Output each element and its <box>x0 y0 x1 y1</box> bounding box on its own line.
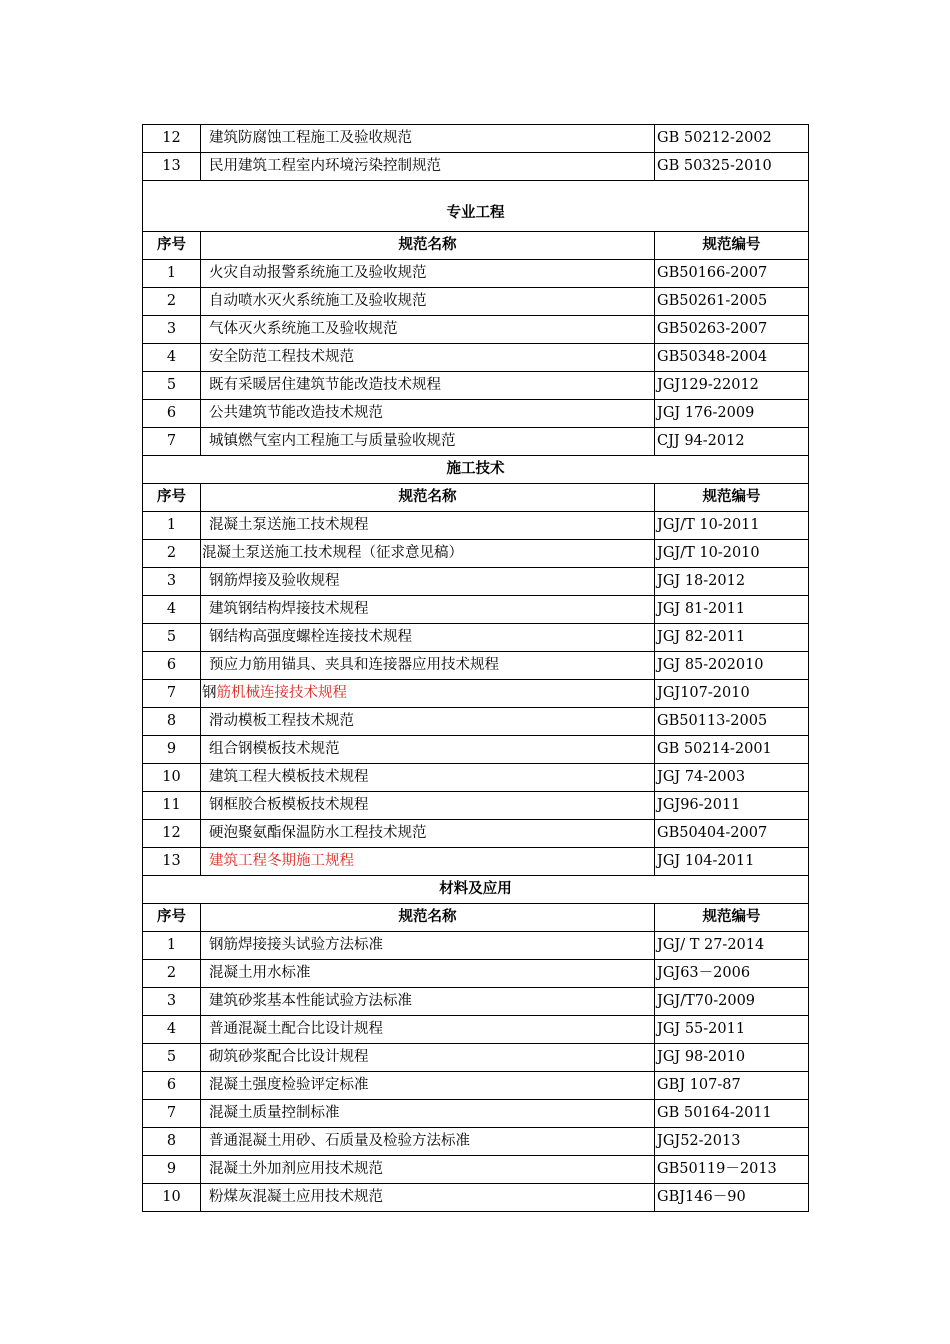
standard-name: 混凝土泵送施工技术规程 <box>201 512 655 540</box>
table-row <box>143 344 809 372</box>
table-row <box>143 764 809 792</box>
table-row <box>143 988 809 1016</box>
standard-name <box>201 680 655 708</box>
standard-name: 预应力筋用锚具、夹具和连接器应用技术规程 <box>201 652 655 680</box>
standards-document <box>142 124 808 1212</box>
table-row <box>143 1016 809 1044</box>
table-row <box>143 260 809 288</box>
standard-name: 混凝土泵送施工技术规程（征求意见稿） <box>201 540 655 568</box>
column-header-name: 规范名称 <box>201 484 655 512</box>
column-header-code: 规范编号 <box>655 232 809 260</box>
standard-name-highlight: 建筑工程冬期施工规程 <box>209 853 354 869</box>
row-number: 4 <box>143 1016 201 1044</box>
standard-name: 混凝土外加剂应用技术规范 <box>201 1156 655 1184</box>
standard-code: GB 50325-2010 <box>655 153 809 181</box>
table-row <box>143 960 809 988</box>
standard-name: 滑动模板工程技术规范 <box>201 708 655 736</box>
table-row <box>143 316 809 344</box>
table-row <box>143 288 809 316</box>
section-title: 材料及应用 <box>143 876 809 904</box>
table-row <box>143 540 809 568</box>
row-number: 8 <box>143 708 201 736</box>
standard-code: JGJ 85-202010 <box>655 652 809 680</box>
standard-name: 普通混凝土用砂、石质量及检验方法标准 <box>201 1128 655 1156</box>
row-number: 3 <box>143 316 201 344</box>
standard-name: 硬泡聚氨酯保温防水工程技术规范 <box>201 820 655 848</box>
table-row <box>143 708 809 736</box>
row-number: 2 <box>143 288 201 316</box>
row-number: 1 <box>143 932 201 960</box>
standard-code: JGJ 98-2010 <box>655 1044 809 1072</box>
standard-name: 混凝土强度检验评定标准 <box>201 1072 655 1100</box>
table-row <box>143 932 809 960</box>
standard-code: JGJ/T 10-2011 <box>655 512 809 540</box>
row-number: 9 <box>143 736 201 764</box>
table-row <box>143 568 809 596</box>
standard-code: GBJ 107-87 <box>655 1072 809 1100</box>
standard-name: 混凝土质量控制标准 <box>201 1100 655 1128</box>
column-header-code: 规范编号 <box>655 484 809 512</box>
row-number: 7 <box>143 1100 201 1128</box>
row-number: 2 <box>143 960 201 988</box>
row-number: 7 <box>143 428 201 456</box>
standard-code: GB50348-2004 <box>655 344 809 372</box>
table-row <box>143 1156 809 1184</box>
standard-code: JGJ107-2010 <box>655 680 809 708</box>
standard-name: 钢筋焊接接头试验方法标准 <box>201 932 655 960</box>
table-row <box>143 125 809 153</box>
standard-name-highlight: 筋机械连接技术规程 <box>216 685 347 701</box>
column-header-number: 序号 <box>143 232 201 260</box>
row-number: 12 <box>143 820 201 848</box>
standard-code: GB50113-2005 <box>655 708 809 736</box>
standard-name-prefix: 钢 <box>202 685 217 701</box>
standard-name: 钢筋焊接及验收规程 <box>201 568 655 596</box>
row-number: 6 <box>143 652 201 680</box>
row-number: 2 <box>143 540 201 568</box>
table-row <box>143 820 809 848</box>
standard-code: JGJ 82-2011 <box>655 624 809 652</box>
row-number: 4 <box>143 344 201 372</box>
table-row <box>143 153 809 181</box>
standards-table <box>142 124 809 1212</box>
section-title: 施工技术 <box>143 456 809 484</box>
standard-code: GB50404-2007 <box>655 820 809 848</box>
row-number: 1 <box>143 260 201 288</box>
standard-name: 城镇燃气室内工程施工与质量验收规范 <box>201 428 655 456</box>
standard-code: CJJ 94-2012 <box>655 428 809 456</box>
table-row <box>143 596 809 624</box>
column-header-name: 规范名称 <box>201 232 655 260</box>
standard-code: JGJ129-22012 <box>655 372 809 400</box>
row-number: 5 <box>143 1044 201 1072</box>
standard-code: GB50119－2013 <box>655 1156 809 1184</box>
row-number: 6 <box>143 1072 201 1100</box>
standard-code: GB 50214-2001 <box>655 736 809 764</box>
row-number: 10 <box>143 764 201 792</box>
standard-name: 混凝土用水标准 <box>201 960 655 988</box>
standard-name: 钢框胶合板模板技术规程 <box>201 792 655 820</box>
section-title-row <box>143 456 809 484</box>
row-number: 11 <box>143 792 201 820</box>
row-number: 4 <box>143 596 201 624</box>
table-row <box>143 848 809 876</box>
standards-table-body <box>143 125 809 1212</box>
row-number: 13 <box>143 848 201 876</box>
table-row <box>143 1072 809 1100</box>
table-row <box>143 792 809 820</box>
standard-code: JGJ/T70-2009 <box>655 988 809 1016</box>
column-header-number: 序号 <box>143 484 201 512</box>
standard-code: JGJ52-2013 <box>655 1128 809 1156</box>
standard-name: 既有采暖居住建筑节能改造技术规程 <box>201 372 655 400</box>
standard-code: JGJ63－2006 <box>655 960 809 988</box>
standard-code: GBJ146－90 <box>655 1184 809 1212</box>
table-row <box>143 624 809 652</box>
row-number: 12 <box>143 125 201 153</box>
row-number: 9 <box>143 1156 201 1184</box>
table-row <box>143 652 809 680</box>
standard-code: JGJ/T 10-2010 <box>655 540 809 568</box>
standard-name: 粉煤灰混凝土应用技术规范 <box>201 1184 655 1212</box>
column-header-code: 规范编号 <box>655 904 809 932</box>
header-row <box>143 232 809 260</box>
standard-name: 砌筑砂浆配合比设计规程 <box>201 1044 655 1072</box>
table-row <box>143 400 809 428</box>
section-title-row <box>143 181 809 232</box>
row-number: 10 <box>143 1184 201 1212</box>
row-number: 3 <box>143 988 201 1016</box>
row-number: 6 <box>143 400 201 428</box>
header-row <box>143 904 809 932</box>
standard-name: 建筑钢结构焊接技术规程 <box>201 596 655 624</box>
standard-name: 公共建筑节能改造技术规范 <box>201 400 655 428</box>
standard-code: GB50263-2007 <box>655 316 809 344</box>
standard-code: GB 50164-2011 <box>655 1100 809 1128</box>
table-row <box>143 428 809 456</box>
standard-name: 安全防范工程技术规范 <box>201 344 655 372</box>
section-title-row <box>143 876 809 904</box>
row-number: 5 <box>143 372 201 400</box>
table-row <box>143 680 809 708</box>
column-header-name: 规范名称 <box>201 904 655 932</box>
standard-code: JGJ 176-2009 <box>655 400 809 428</box>
table-row <box>143 1044 809 1072</box>
column-header-number: 序号 <box>143 904 201 932</box>
standard-name: 气体灭火系统施工及验收规范 <box>201 316 655 344</box>
standard-name: 钢结构高强度螺栓连接技术规程 <box>201 624 655 652</box>
table-row <box>143 512 809 540</box>
standard-name: 自动喷水灭火系统施工及验收规范 <box>201 288 655 316</box>
row-number: 8 <box>143 1128 201 1156</box>
row-number: 1 <box>143 512 201 540</box>
standard-name: 建筑砂浆基本性能试验方法标准 <box>201 988 655 1016</box>
table-row <box>143 1184 809 1212</box>
row-number: 13 <box>143 153 201 181</box>
header-row <box>143 484 809 512</box>
table-row <box>143 372 809 400</box>
standard-code: JGJ 81-2011 <box>655 596 809 624</box>
row-number: 5 <box>143 624 201 652</box>
standard-code: GB50166-2007 <box>655 260 809 288</box>
standard-code: GB 50212-2002 <box>655 125 809 153</box>
standard-code: JGJ/ T 27-2014 <box>655 932 809 960</box>
standard-name: 组合钢模板技术规范 <box>201 736 655 764</box>
standard-name: 民用建筑工程室内环境污染控制规范 <box>201 153 655 181</box>
standard-name: 建筑防腐蚀工程施工及验收规范 <box>201 125 655 153</box>
table-row <box>143 1128 809 1156</box>
standard-code: JGJ 104-2011 <box>655 848 809 876</box>
table-row <box>143 736 809 764</box>
standard-code: JGJ96-2011 <box>655 792 809 820</box>
table-row <box>143 1100 809 1128</box>
standard-code: JGJ 55-2011 <box>655 1016 809 1044</box>
row-number: 7 <box>143 680 201 708</box>
row-number: 3 <box>143 568 201 596</box>
standard-name: 普通混凝土配合比设计规程 <box>201 1016 655 1044</box>
standard-name: 建筑工程大模板技术规程 <box>201 764 655 792</box>
standard-code: GB50261-2005 <box>655 288 809 316</box>
standard-code: JGJ 18-2012 <box>655 568 809 596</box>
standard-name <box>201 848 655 876</box>
standard-name: 火灾自动报警系统施工及验收规范 <box>201 260 655 288</box>
standard-code: JGJ 74-2003 <box>655 764 809 792</box>
section-title: 专业工程 <box>143 181 809 232</box>
